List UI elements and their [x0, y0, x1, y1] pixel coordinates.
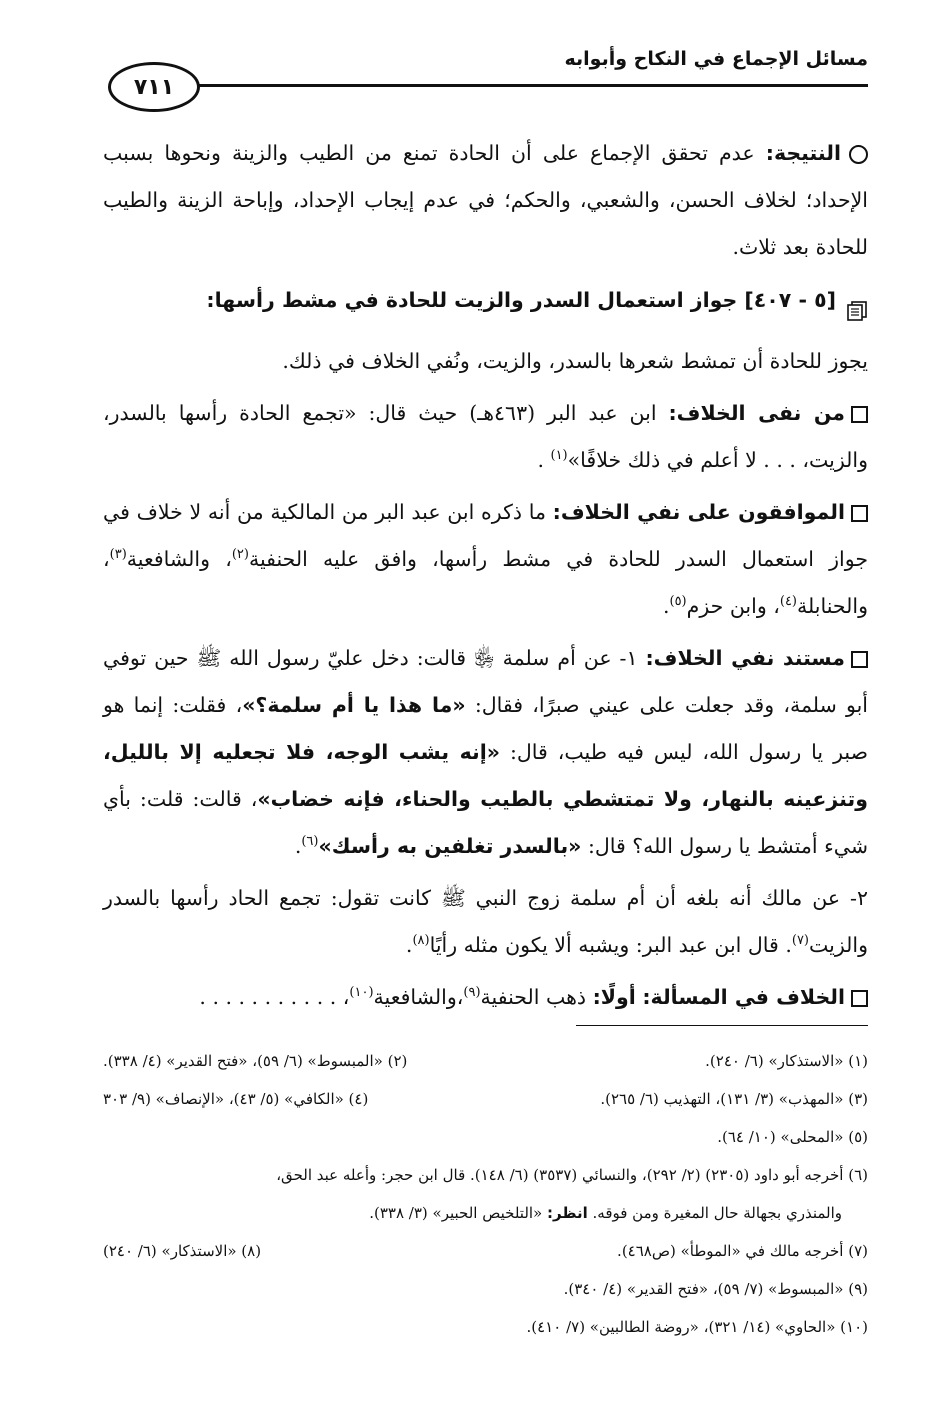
- footnote-3: (٣) «المهذب» (٣/ ١٣١)، التهذيب (٦/ ٢٦٥).: [600, 1090, 868, 1108]
- basis-label: مستند نفي الخلاف:: [645, 646, 845, 670]
- footnote-row: [103, 1118, 868, 1156]
- footnote-ref: (١٠): [349, 985, 374, 1001]
- intro-text: يجوز للحادة أن تمشط شعرها بالسدر، والزيت، ونُفي الخلاف في ذلك.: [282, 349, 868, 373]
- malik-text: . قال ابن عبد البر: ويشبه ألا يكون مثله رأيًا: [429, 933, 792, 957]
- footnote-4: (٤) «الكافي» (٥/ ٤٣)، «الإنصاف» (٩/ ٣٠٣: [103, 1090, 369, 1108]
- footnote-separator: [576, 1025, 868, 1026]
- footnote-ref: (٣): [109, 547, 127, 563]
- agree-text: ، والحنابلة: [103, 547, 868, 618]
- dispute-text: ذهب الحنفية: [480, 985, 587, 1009]
- footnote-row: [103, 1308, 868, 1346]
- malik-text: .: [405, 933, 413, 957]
- footnote-9: (٩) «المبسوط» (٧/ ٥٩)، «فتح القدير» (٤/ ٣٤٠).: [563, 1280, 868, 1298]
- footnote-ref: (٦): [301, 834, 319, 850]
- footnote-row: [103, 1270, 868, 1308]
- footnote-6: (٦) أخرجه أبو داود (٢٣٠٥) (٢/ ٢٩٢)، والنسائي (٣٥٣٧) (٦/ ١٤٨). قال ابن حجر: وأعله عبد الحق،: [276, 1166, 868, 1184]
- footnote-6-continued: [369, 1194, 842, 1232]
- basis-text: ، قالت: قلت: بأي شيء أمتشط يا رسول الله؟ قال:: [103, 787, 868, 858]
- square-bullet-icon: [851, 406, 868, 423]
- dispute-paragraph: [103, 974, 868, 1021]
- denier-text: ابن عبد البر (٤٦٣هـ) حيث قال: «تجمع الحادة رأسها بالسدر، والزيت، . . . لا أعلم في ذلك خلافًا»: [103, 401, 868, 472]
- footnote-ref: (٢): [231, 547, 249, 563]
- footnote-ref: (٧): [791, 933, 809, 949]
- footnote-ref: (١): [550, 448, 568, 464]
- footnote-row: [103, 1194, 868, 1232]
- main-text: [103, 130, 868, 1026]
- footnote-ref: (٨): [412, 933, 430, 949]
- agree-text: ، وابن حزم: [686, 594, 780, 618]
- footnote-row: [103, 1232, 868, 1270]
- square-bullet-icon: [851, 651, 868, 668]
- footnotes: [103, 1042, 868, 1346]
- pages-icon: [846, 291, 868, 311]
- basis-text: ، فقلت: إنما هو صبر يا رسول الله، ليس فيه طيب، قال:: [103, 693, 868, 764]
- footnote-ref: (٥): [669, 594, 687, 610]
- malik-text: ٢- عن مالك أنه بلغه أن أم سلمة زوج النبي ﷺ كانت تقول: تجمع الحاد رأسها بالسدر والزيت: [103, 886, 868, 957]
- footnote-row: [103, 1080, 868, 1118]
- square-bullet-icon: [851, 505, 868, 522]
- basis-text: .: [294, 834, 302, 858]
- square-bullet-icon: [851, 990, 868, 1007]
- footnote-8: (٨) «الاستذكار» (٦/ ٢٤٠): [103, 1242, 262, 1260]
- dispute-label: الخلاف في المسألة:: [642, 985, 845, 1009]
- footnote-10: (١٠) «الحاوي» (١٤/ ٣٢١)، «روضة الطالبين» (٧/ ٤١٠).: [526, 1318, 868, 1336]
- section-heading-row: [103, 277, 868, 324]
- dispute-text: ، . . . . . . . . . . .: [199, 985, 350, 1009]
- footnote-6-see: انظر:: [547, 1204, 588, 1222]
- denier-paragraph: من نفى الخلاف: ابن عبد البر (٤٦٣هـ) حيث قال: «تجمع الحادة رأسها بالسدر، والزيت، . . . لا أعلم في ذلك خلافًا»$^{(١)}$ .: [103, 401, 868, 472]
- dispute-first: أولًا:: [592, 985, 636, 1009]
- denier-label: من نفى الخلاف:: [668, 401, 845, 425]
- agree-text: .: [662, 594, 670, 618]
- malik-paragraph: [103, 875, 868, 969]
- basis-paragraph: [103, 635, 868, 870]
- running-title: مسائل الإجماع في النكاح وأبوابه: [564, 48, 868, 70]
- agree-text: ما ذكره ابن عبد البر من المالكية من أنه لا خلاف في جواز استعمال السدر للحادة في مشط رأسها، وافق عليه الحنفية: [103, 500, 868, 571]
- footnote-row: [103, 1156, 868, 1194]
- agree-text: ، والشافعية: [126, 547, 232, 571]
- hadith-quote: «إنه يشب الوجه، فلا تجعليه إلا بالليل، وتنزعينه بالنهار، ولا تمتشطي بالطيب والحناء، فإنه خضاب»: [103, 740, 868, 811]
- footnote-ref: (٩): [463, 985, 481, 1001]
- intro-paragraph: [103, 338, 868, 385]
- footnote-7: (٧) أخرجه مالك في «الموطأ» (ص٤٦٨).: [617, 1242, 868, 1260]
- agree-label: الموافقون على نفي الخلاف:: [552, 500, 845, 524]
- footnote-5: (٥) «المحلى» (١٠/ ٦٤).: [717, 1128, 868, 1146]
- section-heading: [٥ - ٤٠٧] جواز استعمال السدر والزيت للحادة في مشط رأسها:: [206, 288, 836, 312]
- footnote-2: (٢) «المبسوط» (٦/ ٥٩)، «فتح القدير» (٤/ ٣٣٨).: [103, 1052, 408, 1070]
- footnote-1: (١) «الاستذكار» (٦/ ٢٤٠).: [705, 1052, 868, 1070]
- footnote-row: [103, 1042, 868, 1080]
- footnote-6-source: «التلخيص الحبير» (٣/ ٣٣٨).: [369, 1204, 543, 1222]
- agree-paragraph: [103, 489, 868, 630]
- result-label: النتيجة:: [765, 141, 841, 165]
- hadith-quote: «بالسدر تغلفين به رأسك»: [318, 834, 582, 858]
- header-rule: [196, 84, 868, 87]
- footnote-ref: (٤): [779, 594, 797, 610]
- footnote-6-text: والمنذري بجهالة حال المغيرة ومن فوقه.: [592, 1204, 842, 1222]
- page-number: ٧١١: [108, 62, 200, 112]
- dispute-text: ،والشافعية: [373, 985, 464, 1009]
- circle-bullet-icon: [849, 145, 868, 164]
- basis-text: ١- عن أم سلمة ﵂ قالت: دخل عليّ رسول الله ﷺ حين توفي أبو سلمة، وقد جعلت على عيني صبرًا، فقال:: [103, 646, 868, 717]
- result-paragraph: [103, 130, 868, 271]
- hadith-quote: «ما هذا يا أم سلمة؟»: [242, 693, 466, 717]
- result-text: عدم تحقق الإجماع على أن الحادة تمنع من الطيب والزينة ونحوها بسبب الإحداد؛ لخلاف الحسن، والشعبي، والحكم؛ في عدم إيجاب الإحداد، وإباحة الزينة والطيب للحادة بعد ثلاث.: [103, 141, 868, 259]
